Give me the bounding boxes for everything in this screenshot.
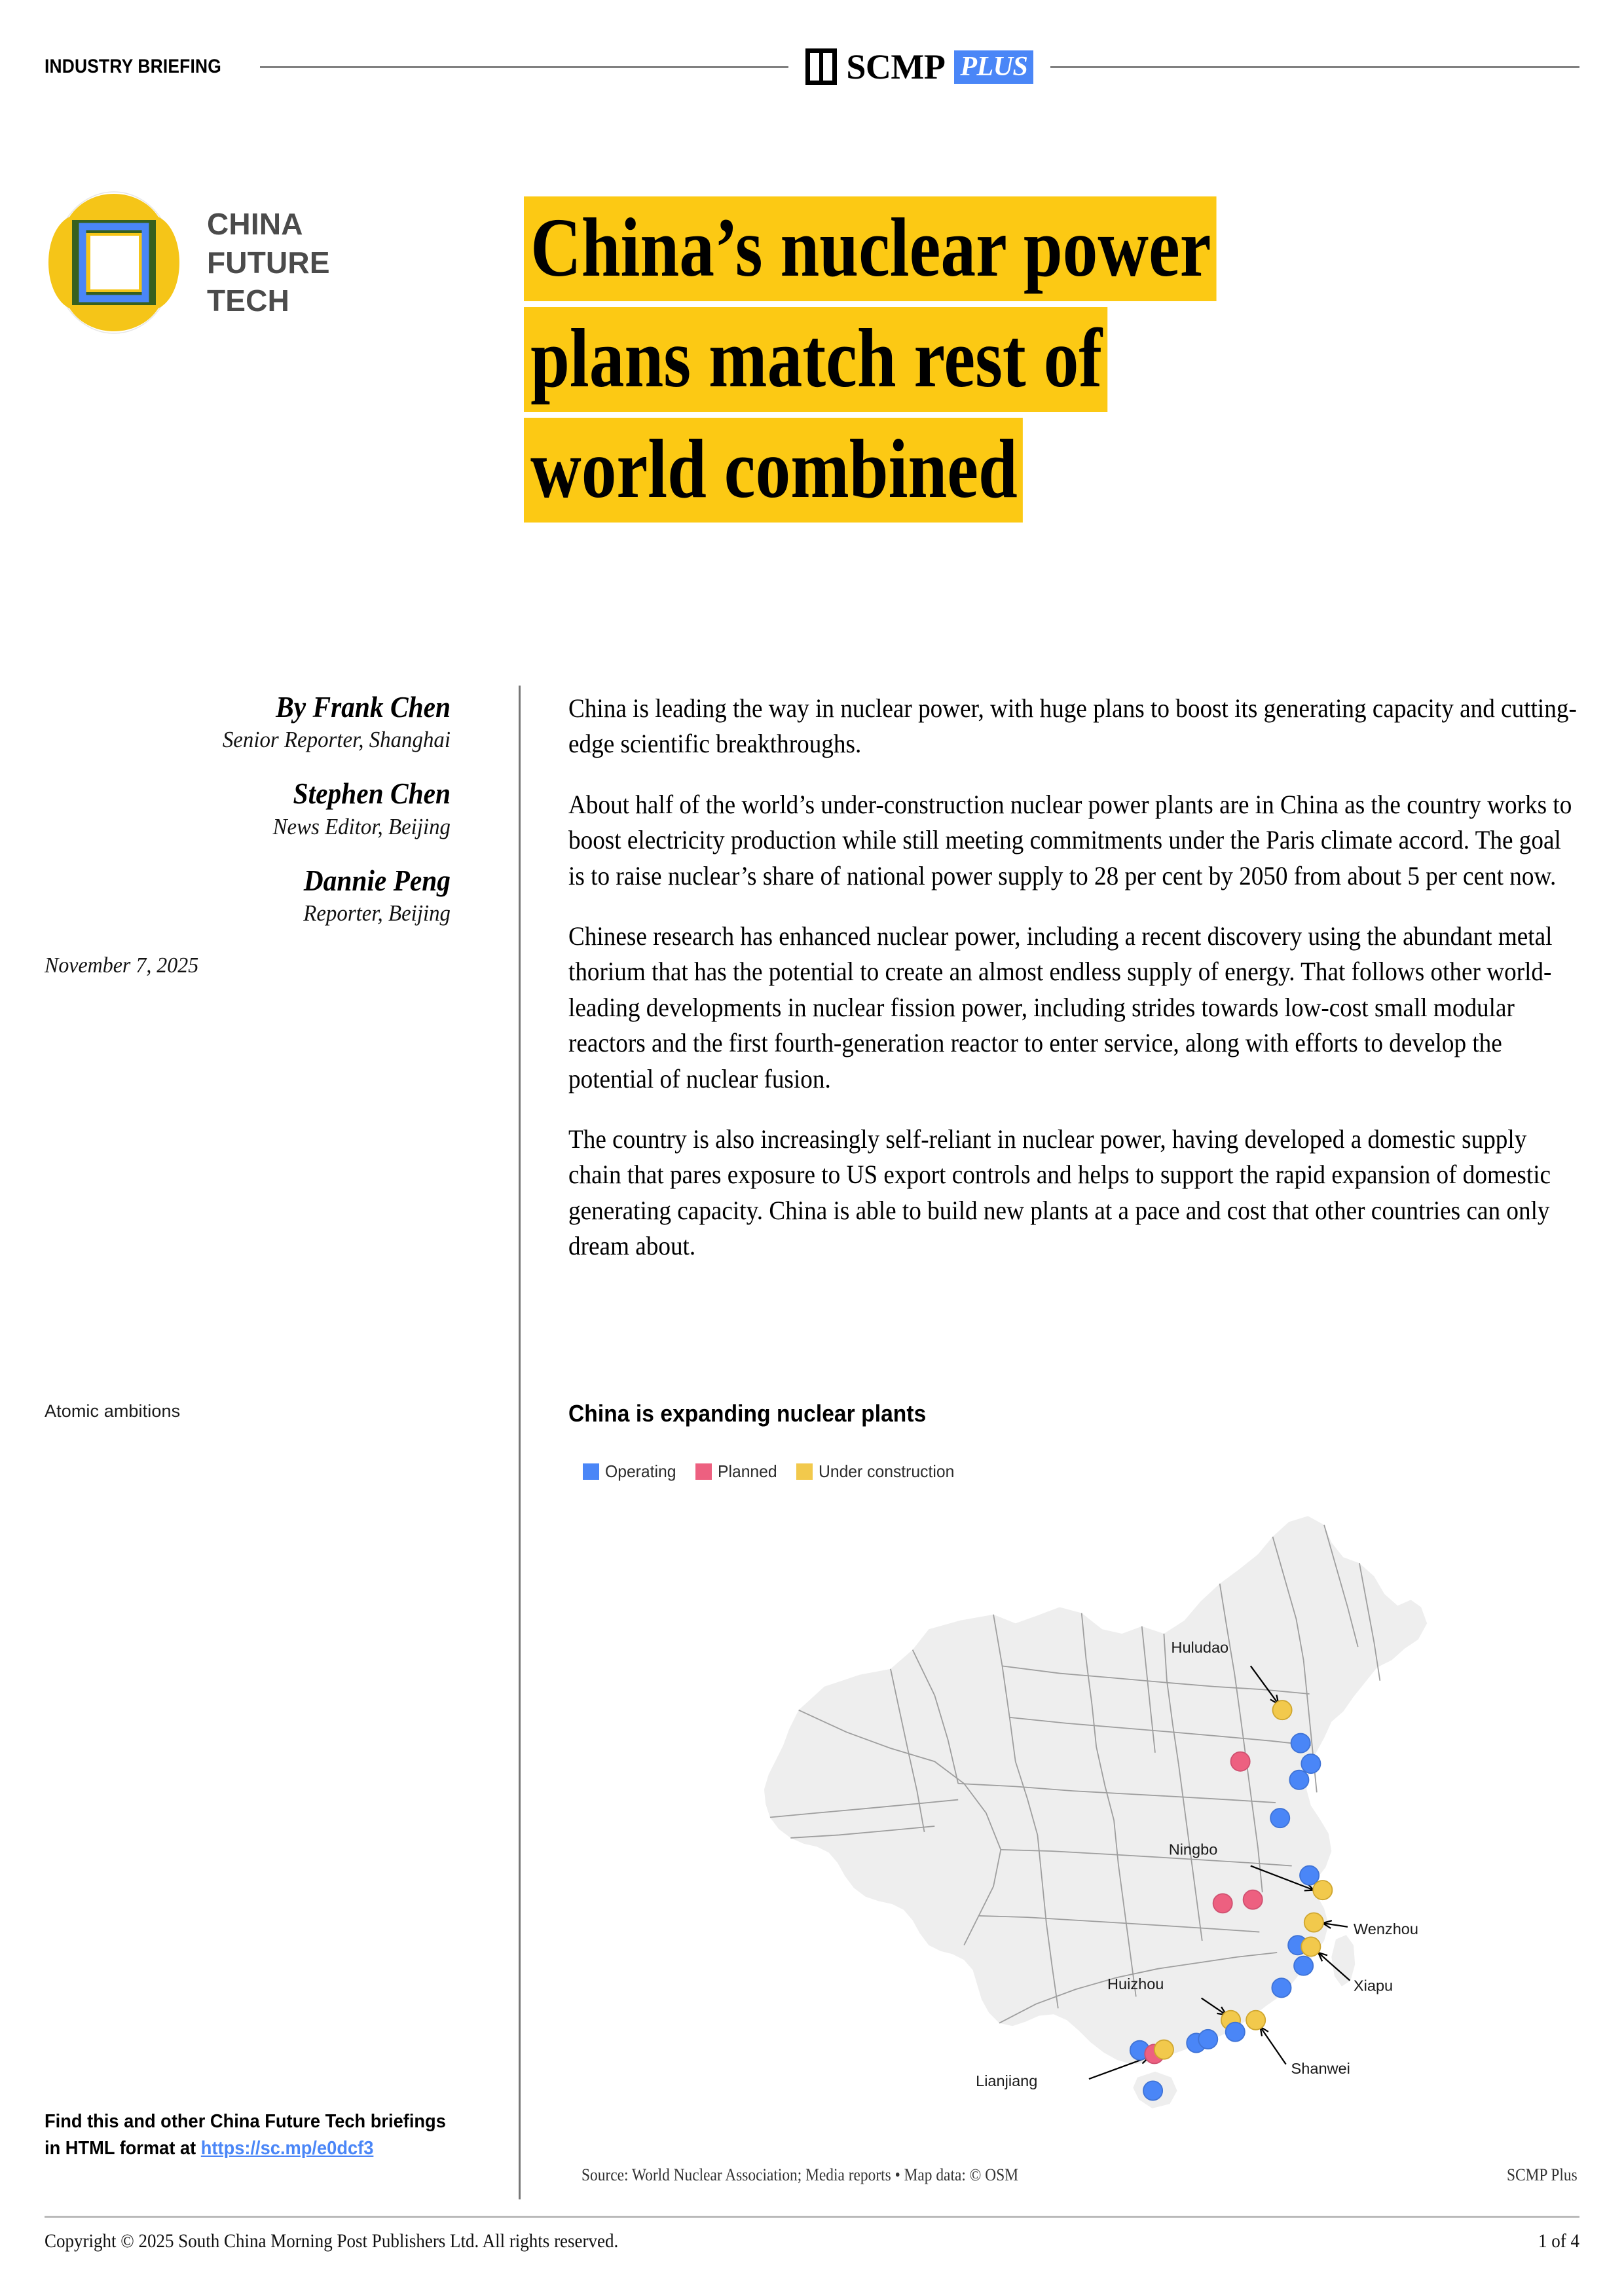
legend-label-operating: Operating: [605, 1461, 676, 1481]
map-plant-marker[interactable]: [1198, 2030, 1217, 2049]
promo-lead: Find this and other China Future Tech briefings in HTML format at: [45, 2111, 446, 2159]
headline-line-1: China’s nuclear power: [524, 196, 1217, 301]
chart-source: Source: World Nuclear Association; Media reports • Map data: © OSM: [581, 2165, 1019, 2184]
map-plant-marker[interactable]: [1273, 1700, 1292, 1719]
map-callout-label: Ningbo: [1168, 1841, 1218, 1858]
author-role: Senior Reporter, Shanghai: [222, 727, 451, 753]
map-plant-marker[interactable]: [1313, 1881, 1332, 1900]
map-plant-marker[interactable]: [1226, 2023, 1245, 2042]
article-paragraph: Chinese research has enhanced nuclear power, including a recent discovery using the abundant metal thorium that has the potential to create an almost endless supply of energy. That follows other world-leading developments in nuclear fission power, including strides towards low-cost small modular reactors and the first fourth-generation reactor to enter service, along with efforts to develop the potential of nuclear fusion.: [568, 921, 1553, 1093]
map-plant-marker[interactable]: [1154, 2040, 1173, 2059]
chart-block: [568, 1400, 1580, 2195]
masthead-wordmark: [207, 205, 330, 321]
page-title: [524, 196, 1545, 528]
legend-item-operating: [583, 1461, 680, 1482]
masthead-line-2: FUTURE: [207, 245, 330, 280]
legend-label-planned: Planned: [718, 1461, 777, 1481]
scmp-plus-logo: [805, 48, 1033, 85]
page-header: [45, 47, 1579, 86]
chart-title: China is expanding nuclear plants: [568, 1400, 927, 1427]
china-future-tech-logo-icon: [45, 189, 183, 337]
map-plant-marker[interactable]: [1270, 1808, 1289, 1827]
map-basemap: [764, 1516, 1427, 2108]
author-entry: [45, 777, 451, 840]
briefing-html-link[interactable]: https://sc.mp/e0dcf3: [200, 2138, 374, 2159]
map-callout-label: Lianjiang: [976, 2072, 1038, 2090]
side-caption: Atomic ambitions: [45, 1401, 181, 1421]
legend-item-planned: [695, 1461, 780, 1482]
map-plant-marker[interactable]: [1304, 1913, 1323, 1932]
byline: [45, 691, 451, 978]
author-name: Stephen Chen: [293, 777, 451, 811]
chart-legend: [583, 1461, 1580, 1482]
author-entry: [45, 864, 451, 927]
article-paragraph: The country is also increasingly self-reliant in nuclear power, having developed a domestic supply chain that pares exposure to US export controls and helps to support the rapid expansion of domestic generating capacity. China is able to build new plants at a pace and cost that other countries can only dream about.: [568, 1124, 1551, 1261]
map-plant-marker[interactable]: [1300, 1866, 1319, 1885]
copyright-text: Copyright © 2025 South China Morning Post Publishers Ltd. All rights reserved.: [45, 2230, 619, 2252]
map-callout-label: Xiapu: [1353, 1977, 1393, 1994]
china-nuclear-plant-map: [568, 1490, 1580, 2151]
map-callout-label: Huizhou: [1107, 1975, 1164, 1993]
scmp-wordmark: SCMP: [846, 47, 946, 86]
kicker-label: INDUSTRY BRIEFING: [45, 56, 221, 77]
publication-date: November 7, 2025: [45, 953, 199, 978]
headline-line-3: world combined: [524, 418, 1023, 523]
header-rule-right: [1050, 66, 1579, 68]
headline-line-2: plans match rest of: [524, 307, 1108, 412]
map-callout-label: Wenzhou: [1353, 1920, 1419, 1937]
map-plant-marker[interactable]: [1301, 1937, 1320, 1956]
map-plant-marker[interactable]: [1213, 1894, 1232, 1913]
article-paragraph: China is leading the way in nuclear power, with huge plans to boost its generating capacity and cutting-edge scientific breakthroughs.: [568, 693, 1577, 759]
callout-leader-line: [1260, 2027, 1285, 2064]
legend-label-under-construction: Under construction: [818, 1461, 954, 1481]
map-plant-marker[interactable]: [1143, 2081, 1162, 2100]
article-body: [568, 691, 1580, 1289]
page-number: 1 of 4: [1538, 2230, 1579, 2252]
legend-swatch-operating: [583, 1463, 599, 1480]
map-plant-marker[interactable]: [1301, 1754, 1320, 1773]
map-plant-marker[interactable]: [1291, 1734, 1310, 1753]
promo-text: [45, 2108, 451, 2162]
map-plant-marker[interactable]: [1244, 1890, 1263, 1909]
legend-item-under-construction: [796, 1461, 961, 1482]
chart-footer: [568, 2156, 1580, 2195]
author-name: Dannie Peng: [303, 864, 451, 897]
masthead-line-1: CHINA: [207, 206, 303, 241]
author-role: News Editor, Beijing: [272, 813, 451, 839]
footer-rule: [45, 2216, 1579, 2218]
map-callout-label: Shanwei: [1291, 2060, 1350, 2078]
header-rule-left: [260, 66, 789, 68]
legend-swatch-under-construction: [796, 1463, 813, 1480]
author-role: Reporter, Beijing: [303, 900, 451, 927]
legend-swatch-planned: [695, 1463, 712, 1480]
author-entry: [45, 691, 451, 754]
author-name: By Frank Chen: [276, 691, 451, 724]
map-plant-marker[interactable]: [1231, 1752, 1250, 1771]
plus-badge: PLUS: [954, 50, 1033, 84]
page-footer: [45, 2230, 1579, 2252]
china-future-tech-masthead: [45, 189, 503, 337]
map-callout-label: Huludao: [1171, 1639, 1229, 1657]
map-plant-marker[interactable]: [1246, 2011, 1265, 2030]
map-plant-marker[interactable]: [1289, 1771, 1308, 1790]
chart-credit: SCMP Plus: [1507, 2165, 1578, 2184]
column-divider: [519, 686, 521, 2199]
map-plant-marker[interactable]: [1294, 1956, 1313, 1975]
masthead-line-3: TECH: [207, 284, 290, 318]
scmp-logo-mark-icon: [805, 48, 837, 85]
article-paragraph: About half of the world’s under-construction nuclear power plants are in China as the country works to boost electricity production while still meeting commitments under the Paris climate accord. The goal is to raise nuclear’s share of national power supply to 28 per cent by 2050 from about 5 per cent now.: [568, 789, 1572, 890]
map-plant-marker[interactable]: [1272, 1978, 1291, 1997]
callout-arrowhead: [1304, 1890, 1314, 1891]
